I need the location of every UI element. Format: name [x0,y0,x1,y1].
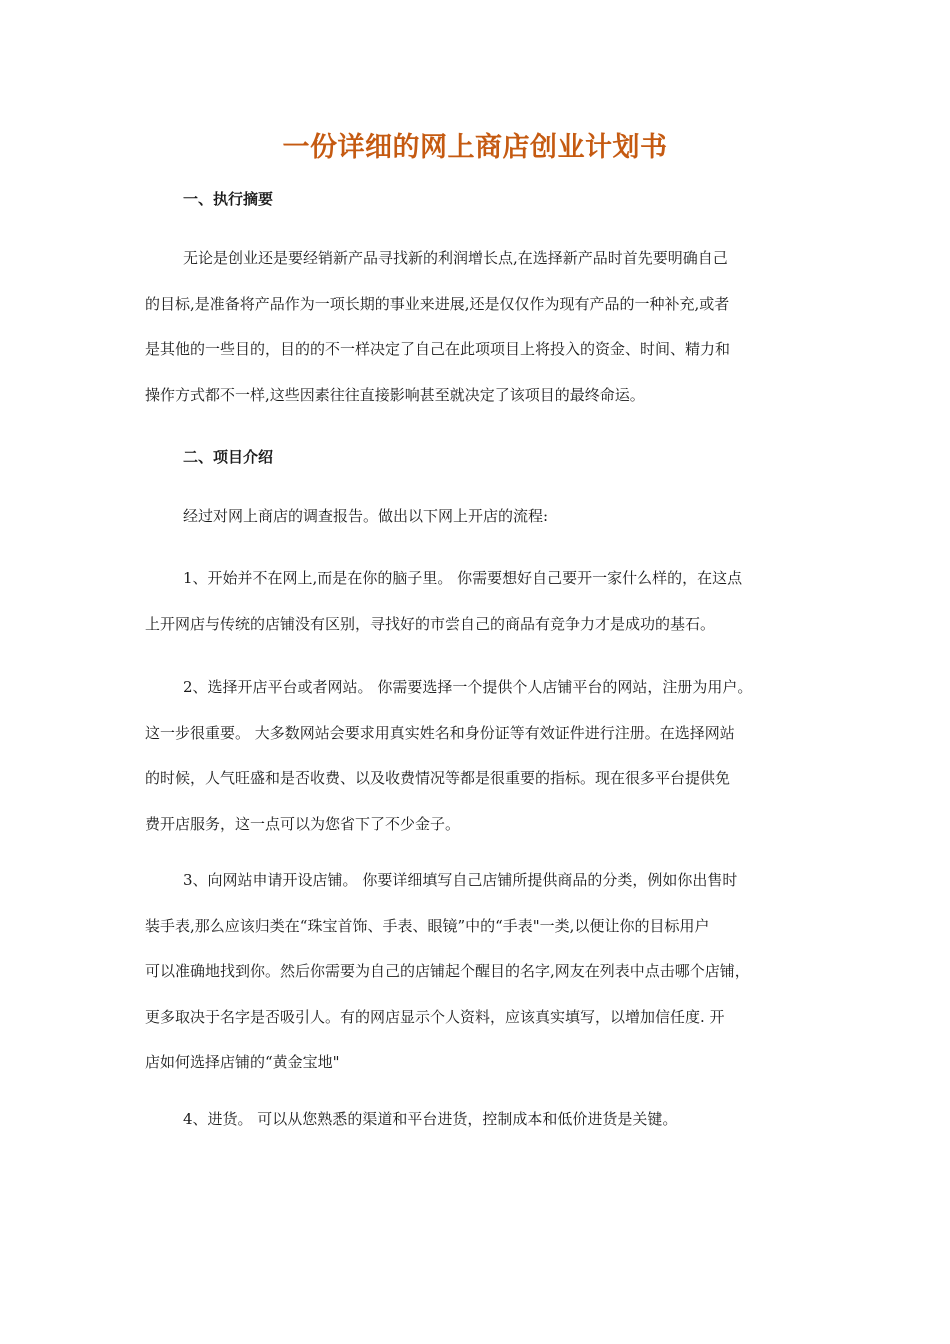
paragraph-line: 无论是创业还是要经销新产品寻找新的利润增长点,在选择新产品时首先要明确自己 [183,249,728,267]
paragraph-line: 操作方式都不一样,这些因素往往直接影响甚至就决定了该项目的最终命运。 [145,385,645,404]
paragraph-line: 店如何选择店铺的“黄金宝地" [145,1053,340,1071]
paragraph-step-4 [145,1097,810,1143]
paragraph-intro [145,494,810,540]
paragraph-step-2 [145,665,810,847]
paragraph-line: 费开店服务，这一点可以为您省下了不少金子。 [145,814,461,833]
paragraph-line: 2、选择开店平台或者网站。 你需要选择一个提供个人店铺平台的网站，注册为用户。 [183,678,753,696]
section-heading-project-intro: 二、项目介绍 [183,448,274,466]
paragraph-line: 这一步很重要。 大多数网站会要求用真实姓名和身份证等有效证件进行注册。在选择网站 [145,723,735,742]
paragraph-line: 经过对网上商店的调查报告。做出以下网上开店的流程: [183,507,549,525]
paragraph-line: 是其他的一些目的，目的的不一样决定了自己在此项项目上将投入的资金、时间、精力和 [145,340,731,358]
section-heading-summary: 一、执行摘要 [183,190,274,208]
paragraph-line: 的目标,是准备将产品作为一项长期的事业来进展,还是仅仅作为现有产品的一种补充,或者 [145,294,730,313]
paragraph-line: 1、开始并不在网上,而是在你的脑子里。 你需要想好自己要开一家什么样的，在这点 [183,569,743,587]
paragraph-line: 装手表,那么应该归类在“珠宝首饰、手表、眼镜”中的“手表"一类,以便让你的目标用户 [145,916,710,935]
paragraph-line: 上开网店与传统的店铺没有区别，寻找好的市尝自己的商品有竞争力才是成功的基石。 [145,614,716,633]
paragraph-line: 3、向网站申请开设店铺。 你要详细填写自己店铺所提供商品的分类，例如你出售时 [183,871,738,889]
paragraph-line: 的时候，人气旺盛和是否收费、以及收费情况等都是很重要的指标。现在很多平台提供免 [145,769,731,787]
paragraph-summary [145,236,810,418]
paragraph-line: 4、进货。 可以从您熟悉的渠道和平台进货，控制成本和低价进货是关键。 [183,1110,678,1128]
document-title: 一份详细的网上商店创业计划书 [282,132,668,163]
paragraph-line: 更多取决于名字是否吸引人。有的网店显示个人资料，应该真实填写，以增加信任度. 开 [145,1007,725,1026]
paragraph-step-1 [145,556,810,647]
paragraph-step-3 [145,858,810,1086]
paragraph-line: 可以准确地找到你。然后你需要为自己的店铺起个醒目的名字,网友在列表中点击哪个店铺， [145,962,750,980]
